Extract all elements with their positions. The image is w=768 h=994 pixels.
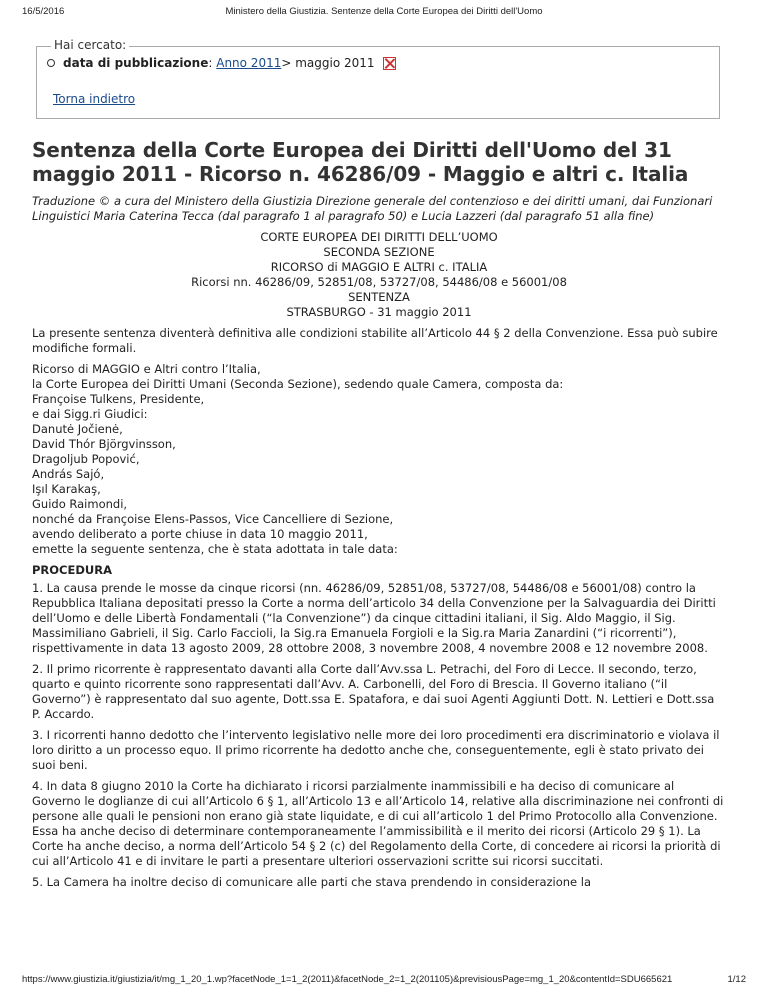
composition-line: avendo deliberato a porte chiuse in data 10 maggio 2011, xyxy=(32,527,368,541)
print-page-number: 1/12 xyxy=(727,974,746,985)
filter-month: > maggio 2011 xyxy=(281,56,375,70)
composition-line: Işıl Karakaş, xyxy=(32,482,101,496)
composition-block xyxy=(32,362,726,557)
print-page-title: Ministero della Giustizia. Sentenze della Corte Europea dei Diritti dell'Uomo xyxy=(225,6,543,17)
paragraph-3: 3. I ricorrenti hanno dedotto che l’intervento legislativo nelle more dei loro procedimenti era discriminatorio e violava il loro diritto a un processo equo. Il primo ricorrente ha dedotto anche che, conseguentemente, egli è stato privato dei suoi beni. xyxy=(32,728,720,772)
search-legend: Hai cercato: xyxy=(51,38,129,52)
case-name: RICORSO di MAGGIO E ALTRI c. ITALIA xyxy=(270,260,488,274)
article-content xyxy=(32,138,726,896)
judgment-label: SENTENZA xyxy=(348,290,410,304)
final-note: La presente sentenza diventerà definitiva alle condizioni stabilite all’Articolo 44 § 2 della Convenzione. Essa può subire modifiche formali. xyxy=(32,326,718,355)
paragraph-4: 4. In data 8 giugno 2010 la Corte ha dichiarato i ricorsi parzialmente inammissibili e ha deciso di comunicare al Governo le doglianze di cui all’Articolo 6 § 1, all’Articolo 13 e all’Articolo 14, relative alla discriminazione nei confronti di persone alle quali le pensioni non erano già state liquidate, e di cui all’articolo 1 del Primo Protocollo alla Convenzione. Essa ha anche deciso di determinare contemporaneamente l’ammissibilità e il merito dei ricorsi (Articolo 29 § 1). La Corte ha anche deciso, a norma dell’Articolo 54 § 2 (c) del Regolamento della Corte, di concedere ai ricorsi la priorità di cui all’Articolo 41 e di invitare le parti a presentare ulteriori osservazioni scritte sui ricorsi succitati. xyxy=(32,779,724,868)
composition-line: Françoise Tulkens, Presidente, xyxy=(32,392,205,406)
composition-line: emette la seguente sentenza, che è stata adottata in tale data: xyxy=(32,542,398,556)
composition-line: Dragoljub Popović, xyxy=(32,452,140,466)
print-url: https://www.giustizia.it/giustizia/it/mg_1_20_1.wp?facetNode_1=1_2(2011)&facetNode_2=1_2(201105)&previsiousPage=mg_1_20&contentId=SDU665621 xyxy=(22,974,673,985)
composition-line: nonché da Françoise Elens-Passos, Vice Cancelliere di Sezione, xyxy=(32,512,394,526)
print-date: 16/5/2016 xyxy=(22,6,65,17)
article-title: Sentenza della Corte Europea dei Diritti dell'Uomo del 31 maggio 2011 - Ricorso n. 46286/09 - Maggio e altri c. Italia xyxy=(32,138,689,186)
paragraph-1: 1. La causa prende le mosse da cinque ricorsi (nn. 46286/09, 52851/08, 53727/08, 54486/08 e 56001/08) contro la Repubblica Italiana depositati presso la Corte a norma dell’articolo 34 della Convenzione per la Salvaguardia dei Diritti dell’Uomo e delle Libertà Fondamentali (“la Convenzione”) da cinque cittadini italiani, il Sig. Aldo Maggio, il Sig. Massimiliano Gabrieli, il Sig. Carlo Faccioli, la Sig.ra Emanuela Forgioli e la Sig.ra Maria Zanardini (“i ricorrenti”), rispettivamente in data 13 agosto 2009, 28 ottobre 2008, 3 novembre 2008, 4 novembre 2008 e 12 novembre 2008. xyxy=(32,581,716,655)
translation-note: Traduzione © a cura del Ministero della Giustizia Direzione generale del contenzioso e dei diritti umani, dai Funzionari Linguistici Maria Caterina Tecca (dal paragrafo 1 al paragrafo 50) e Lucia Lazzeri (dal paragrafo 51 alla fine) xyxy=(32,194,713,223)
composition-line: Ricorso di MAGGIO e Altri contro l’Italia, xyxy=(32,362,261,376)
composition-line: David Thór Björgvinsson, xyxy=(32,437,176,451)
application-numbers: Ricorsi nn. 46286/09, 52851/08, 53727/08, 54486/08 e 56001/08 xyxy=(191,275,567,289)
filter-label: data di pubblicazione xyxy=(63,56,209,70)
section-heading: PROCEDURA xyxy=(32,563,112,577)
print-header xyxy=(22,6,746,20)
composition-line: e dai Sigg.ri Giudici: xyxy=(32,407,148,421)
filter-year-link[interactable]: Anno 2011 xyxy=(216,56,282,70)
search-summary-box xyxy=(36,38,720,119)
composition-line: Danutė Jočienė, xyxy=(32,422,123,436)
bullet-icon xyxy=(47,59,55,67)
section-name: SECONDA SEZIONE xyxy=(323,245,435,259)
remove-filter-icon[interactable] xyxy=(383,57,396,70)
print-footer xyxy=(22,974,746,988)
composition-line: la Corte Europea dei Diritti Umani (Seconda Sezione), sedendo quale Camera, composta da: xyxy=(32,377,564,391)
composition-line: Guido Raimondi, xyxy=(32,497,128,511)
paragraph-2: 2. Il primo ricorrente è rappresentato davanti alla Corte dall’Avv.ssa L. Petrachi, del Foro di Lecce. Il secondo, terzo, quarto e quinto ricorrente sono rappresentati dall’Avv. A. Carbonelli, del Foro di Brescia. Il Governo italiano (“il Governo”) è rappresentato dal suo agente, Dott.ssa E. Spatafora, e dai suoi Agenti Aggiunti Dott. N. Lettieri e Dott.ssa P. Accardo. xyxy=(32,662,715,721)
composition-line: András Sajó, xyxy=(32,467,105,481)
place-date: STRASBURGO - 31 maggio 2011 xyxy=(286,305,472,319)
back-link[interactable]: Torna indietro xyxy=(53,92,136,106)
active-filter: data di pubblicazione : Anno 2011 > maggio 2011 xyxy=(47,56,396,70)
court-header-block xyxy=(32,230,726,320)
paragraph-5: 5. La Camera ha inoltre deciso di comunicare alle parti che stava prendendo in considerazione la xyxy=(32,875,592,889)
court-name: CORTE EUROPEA DEI DIRITTI DELL’UOMO xyxy=(260,230,498,244)
